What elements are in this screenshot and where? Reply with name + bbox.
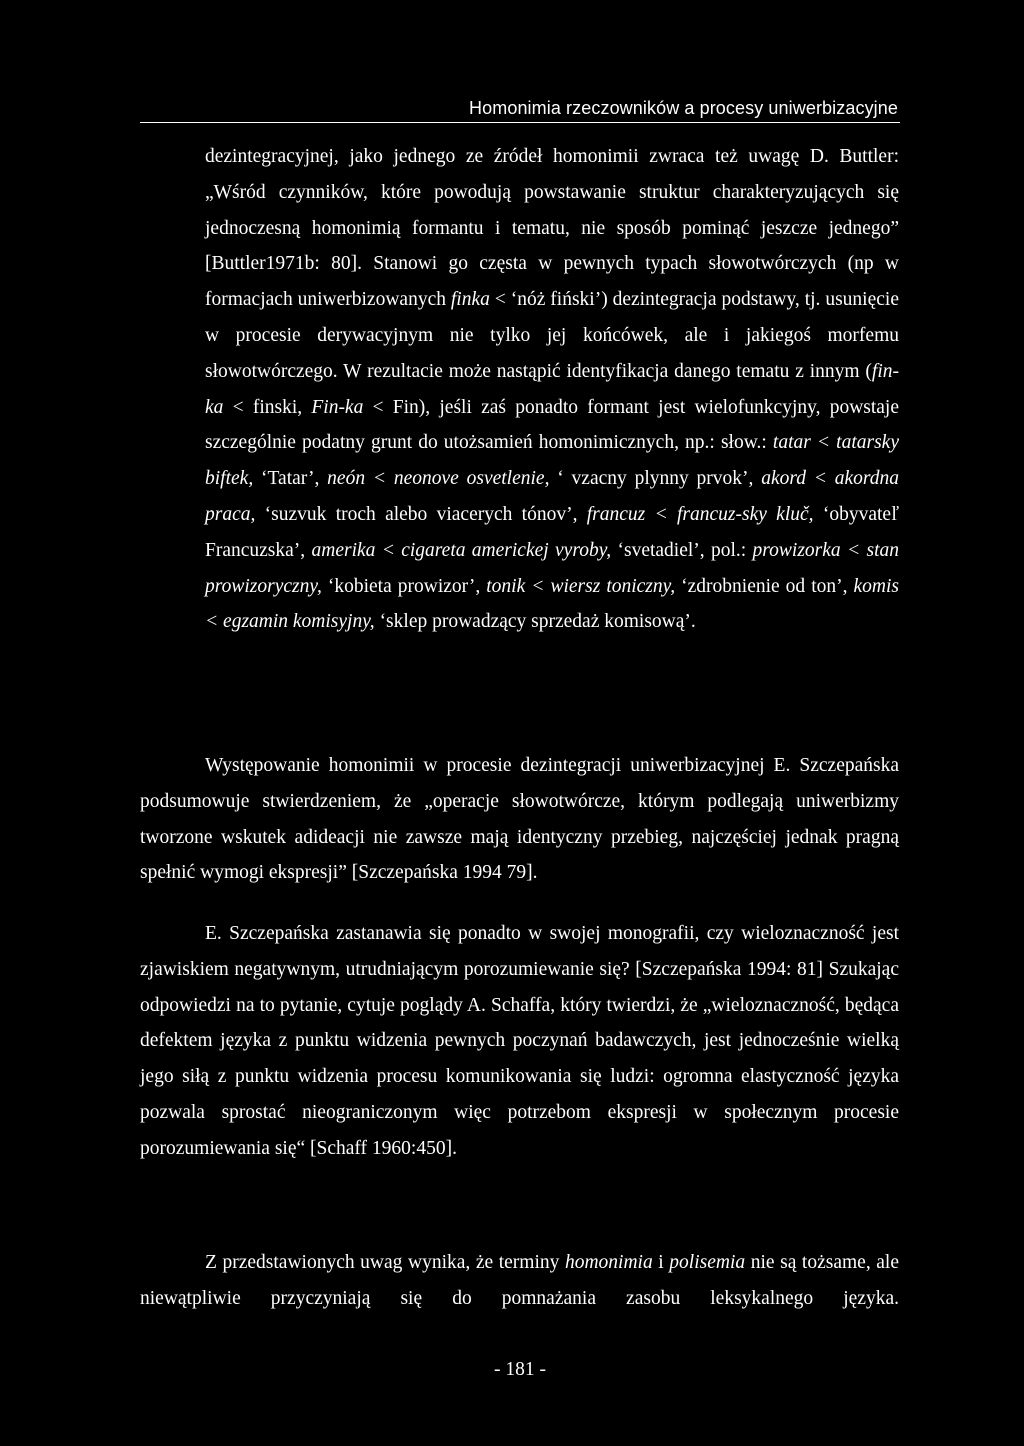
paragraph-4	[140, 1245, 899, 1317]
p1-term-4: tatar < tatarsky biftek,	[205, 432, 899, 490]
p1-term-11: komis < egzamin komisyjny,	[205, 575, 900, 633]
p1-text-6: ‘ vzacny plynny prvok’,	[549, 468, 762, 490]
p1-text-7: ‘suzvuk troch alebo viacerych tónov’,	[255, 503, 587, 525]
p1-term-2: fin-ka	[205, 360, 899, 418]
p4-term-polisemia: polisemia	[669, 1252, 746, 1273]
paragraph-2: Występowanie homonimii w procesie dezintegracji uniwerbizacyjnej E. Szczepańska podsumowuje stwierdzeniem, że „operacje słowotwórcze, którym podlegają uniwerbizmy tworzone wskutek adideacji nie zawsze mają identyczny przebieg, najczęściej jednak pragną spełnić wymogi ekspresji” [Szczepańska 1994 79].	[140, 755, 899, 884]
p1-text-11: ‘zdrobnienie od ton’,	[675, 575, 854, 597]
p1-text-2: < ‘nóż fiński’) dezintegracja podstawy, tj. usunięcie w procesie derywacyjnym nie tylko jej końcówek, ale i jakiegoś morfemu słowotwórczego. W rezultacie może nastąpić identyfikacja danego tematu z innym (	[205, 289, 899, 382]
paragraph-3: E. Szczepańska zastanawia się ponadto w swojej monografii, czy wieloznaczność jest zjawiskiem negatywnym, utrudniającym porozumiewanie się? [Szczepańska 1994: 81] Szukając odpowiedzi na to pytanie, cytuje poglądy A. Schaffa, który twierdzi, że „wieloznaczność, będąca defektem języka z punktu widzenia pewnych poczynań badawczych, jest jednocześnie wielką jego siłą z punktu widzenia procesu komunikowania się ludzi: ogromna elastyczność języka pozwala sprostać nieograniczonym więc potrzebom ekspresji w społecznym procesie porozumiewania się“ [Schaff 1960:450].	[140, 923, 899, 1159]
p1-term-9: prowizorka < stan prowizoryczny,	[205, 539, 899, 597]
p1-text-8: ‘obyvateľ Francuzska’,	[205, 503, 899, 561]
p1-term-5: neón < neonove osvetlenie,	[327, 468, 550, 490]
p1-text-3: < finski,	[223, 396, 312, 418]
p1-text-9: ‘svetadiel’, pol.:	[611, 539, 753, 561]
p1-term-8: amerika < cigareta americkej vyroby,	[311, 539, 612, 561]
p1-text-4: < Fin), jeśli zaś ponadto formant jest wielofunkcyjny, powstaje szczególnie podatny grunt do utożsamień homonimicznych, np.: słow.:	[205, 396, 900, 454]
p1-text-10: ‘kobieta prowizor’,	[321, 575, 487, 597]
running-header: Homonimia rzeczowników a procesy uniwerbizacyjne	[469, 98, 898, 118]
page-number: - 181 -	[494, 1359, 546, 1380]
p4-text-2: i	[652, 1252, 670, 1273]
p1-term-10: tonik < wiersz toniczny,	[486, 575, 676, 597]
p1-text-12: ‘sklep prowadzący sprzedaż komisową’.	[374, 611, 696, 633]
p1-text-5: ‘Tatar’,	[253, 468, 328, 490]
p1-text-1: dezintegracyjnej, jako jednego ze źródeł homonimii zwraca też uwagę D. Buttler: „Wśród czynników, które powodują powstawanie struktur charakteryzujących się jednoczesną homonimią formantu i tematu, nie sposób pominąć jeszcze jednego” [Buttler1971b: 80]. Stanowi go częsta w pewnych typach słowotwórczych (np w formacjach uniwerbizowanych	[205, 146, 899, 311]
paragraph-1	[205, 139, 899, 640]
p1-term-3: Fin-ka	[311, 396, 364, 418]
header-rule	[140, 122, 900, 123]
p1-term-7: francuz < francuz-sky kluč,	[586, 503, 814, 525]
p4-text-1: Z przedstawionych uwag wynika, że terminy	[205, 1252, 565, 1273]
p1-term-1: finka	[450, 289, 490, 311]
p1-term-6: akord < akordna praca,	[205, 468, 900, 525]
p4-text-3: nie są tożsame, ale niewątpliwie przyczyniają się do pomnażania zasobu leksykalnego języka.	[140, 1252, 900, 1309]
p4-term-homonimia: homonimia	[564, 1252, 653, 1273]
